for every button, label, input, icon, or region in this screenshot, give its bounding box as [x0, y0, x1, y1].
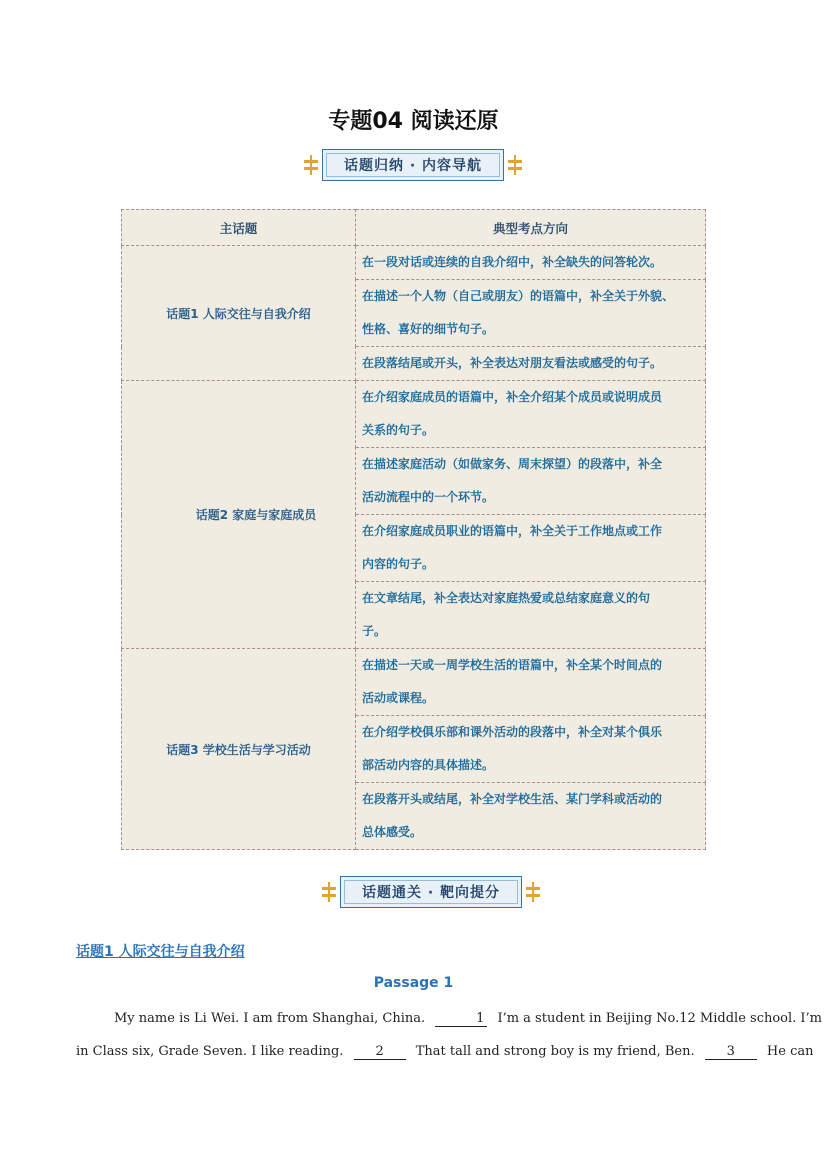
direction-cell: 在介绍家庭成员的语篇中，补全介绍某个成员或说明成员 关系的句子。 — [356, 381, 706, 448]
section-heading: 话题1 人际交往与自我介绍 — [76, 944, 245, 960]
banner-right-icon — [526, 885, 540, 899]
direction-cell: 在描述家庭活动（如做家务、周末探望）的段落中，补全 活动流程中的一个环节。 — [356, 448, 706, 515]
banner-label: 话题通关 · 靶向提分 — [340, 876, 522, 908]
topic-cell: 话题2 家庭与家庭成员 — [122, 381, 356, 649]
direction-cell: 在一段对话或连续的自我介绍中，补全缺失的问答轮次。 — [356, 246, 706, 280]
banner-left-icon — [322, 885, 336, 899]
header-main-topic: 主话题 — [122, 210, 356, 246]
direction-cell: 在描述一个人物（自己或朋友）的语篇中，补全关于外貌、 性格、喜好的细节句子。 — [356, 280, 706, 347]
table-header-row — [122, 210, 706, 246]
topic-table — [121, 209, 706, 850]
banner-left-icon — [304, 158, 318, 172]
passage-line-2: in Class six, Grade Seven. I like reading. 2 That tall and strong boy is my friend, Ben. 3 He can — [76, 1044, 814, 1059]
table-row — [122, 246, 706, 280]
topic-cell: 话题3 学校生活与学习活动 — [122, 649, 356, 850]
banner-practice — [322, 876, 540, 908]
table-row — [122, 649, 706, 716]
blank-1[interactable]: 1 — [435, 1012, 487, 1027]
direction-cell: 在描述一天或一周学校生活的语篇中，补全某个时间点的 活动或课程。 — [356, 649, 706, 716]
banner-label: 话题归纳 · 内容导航 — [322, 149, 504, 181]
direction-cell: 在段落开头或结尾，补全对学校生活、某门学科或活动的 总体感受。 — [356, 783, 706, 850]
table-row — [122, 381, 706, 448]
direction-cell: 在段落结尾或开头，补全表达对朋友看法或感受的句子。 — [356, 347, 706, 381]
topic-cell: 话题1 人际交往与自我介绍 — [122, 246, 356, 381]
header-direction: 典型考点方向 — [356, 210, 706, 246]
passage-line-1: My name is Li Wei. I am from Shanghai, China. 1 I’m a student in Beijing No.12 Middle school. I’m — [114, 1011, 823, 1026]
blank-3[interactable]: 3 — [705, 1045, 757, 1060]
direction-cell: 在介绍学校俱乐部和课外活动的段落中，补全对某个俱乐 部活动内容的具体描述。 — [356, 716, 706, 783]
blank-2[interactable]: 2 — [354, 1045, 406, 1060]
passage-title: Passage 1 — [373, 975, 454, 991]
banner-right-icon — [508, 158, 522, 172]
direction-cell: 在介绍家庭成员职业的语篇中，补全关于工作地点或工作 内容的句子。 — [356, 515, 706, 582]
banner-topic-summary — [304, 149, 522, 181]
direction-cell: 在文章结尾，补全表达对家庭热爱或总结家庭意义的句 子。 — [356, 582, 706, 649]
page-title: 专题04 阅读还原 — [328, 109, 499, 134]
